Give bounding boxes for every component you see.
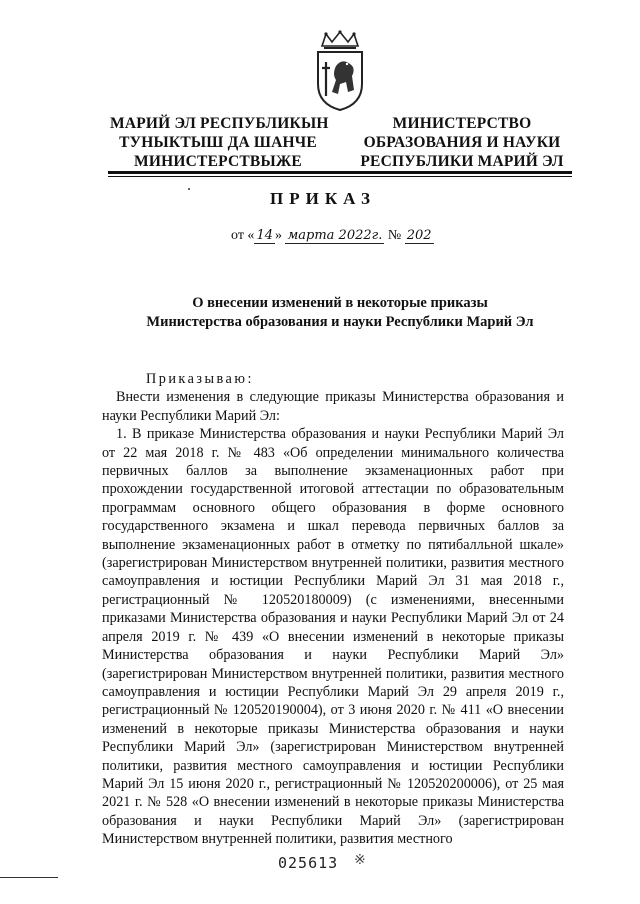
handwritten-month-year: марта 2022г. bbox=[287, 228, 383, 243]
document-type-heading: ПРИКАЗ bbox=[270, 189, 376, 208]
ministry-name-russian-line: МИНИСТЕРСТВО bbox=[392, 115, 532, 132]
scan-speck bbox=[188, 188, 190, 190]
ministry-name-russian-line: ОБРАЗОВАНИЯ И НАУКИ bbox=[363, 134, 561, 151]
order-dateline bbox=[231, 228, 434, 244]
ministry-name-mari bbox=[110, 114, 329, 171]
order-title-line: О внесении изменений в некоторые приказы bbox=[192, 295, 488, 311]
bottom-edge-rule bbox=[0, 877, 58, 878]
paragraph-item-1: 1. В приказе Министерства образования и науки Республики Марий Эл от 22 мая 2018 г. № 483 «Об определении минимального количества первичных баллов за выполнение экзаменационных работ при прохождении государственной итоговой аттестации по образовательным программам основного общего образования в форме основного государственного экзамена и шкал перевода первичных баллов за выполнение экзаменационных работ в отметку по пятибалльной шкале» (зарегистрирован Министерством внутренней политики, развития местного самоуправления и юстиции Республики Марий Эл 31 мая 2018 г., регистрационный № 120520180009) (с изменениями, внесенными приказами Министерства образования и науки Республики Марий Эл от 24 апреля 2019 г. № 439 «О внесении изменений в некоторые приказы Министерства образования и науки Республики Марий Эл» (зарегистрирован Министерством внутренней политики, развития местного самоуправления и юстиции Республики Марий Эл 29 апреля 2019 г., регистрационный № 120520190004), от 3 июня 2020 г. № 411 «О внесении изменений в некоторые приказы Министерства образования и науки Республики Марий Эл» (зарегистрирован Министерством внутренней политики, развития местного самоуправления и юстиции Республики Марий Эл 15 июня 2020 г., регистрационный № 120520200006), от 25 мая 2021 г. № 528 «О внесении изменений в некоторые приказы Министерства образования и науки Республики Марий Эл» (зарегистрирован Министерством внутренней политики, развития местного bbox=[102, 426, 564, 848]
paragraph-intro: Внести изменения в следующие приказы Министерства образования и науки Республики Марий Эл: bbox=[102, 389, 564, 424]
header-divider-thick bbox=[108, 171, 572, 174]
coat-of-arms-icon bbox=[314, 30, 366, 112]
ministry-name-mari-line: МИНИСТЕРСТВЫЖЕ bbox=[134, 153, 302, 170]
date-prefix: от « bbox=[231, 228, 255, 243]
number-label: № bbox=[387, 228, 402, 243]
ministry-name-russian-line: РЕСПУБЛИКИ МАРИЙ ЭЛ bbox=[360, 153, 564, 170]
handwritten-day: 14 bbox=[256, 228, 273, 243]
order-title bbox=[110, 294, 570, 332]
ministry-name-mari-line: ТУНЫКТЫШ ДА ШАНЧЕ bbox=[119, 134, 317, 151]
ministry-name-mari-line: МАРИЙ ЭЛ РЕСПУБЛИКЫН bbox=[110, 115, 329, 132]
form-serial-number: 025613 bbox=[278, 854, 339, 872]
handwritten-order-number: 202 bbox=[406, 228, 432, 243]
date-quote-close: » bbox=[274, 228, 282, 243]
ministry-name-russian bbox=[352, 114, 572, 171]
header-divider-thin bbox=[108, 176, 572, 177]
serial-mark-icon: ※ bbox=[354, 853, 366, 868]
order-word: Приказываю: bbox=[146, 371, 254, 387]
order-body bbox=[102, 370, 564, 849]
order-title-line: Министерства образования и науки Республики Марий Эл bbox=[146, 314, 534, 330]
